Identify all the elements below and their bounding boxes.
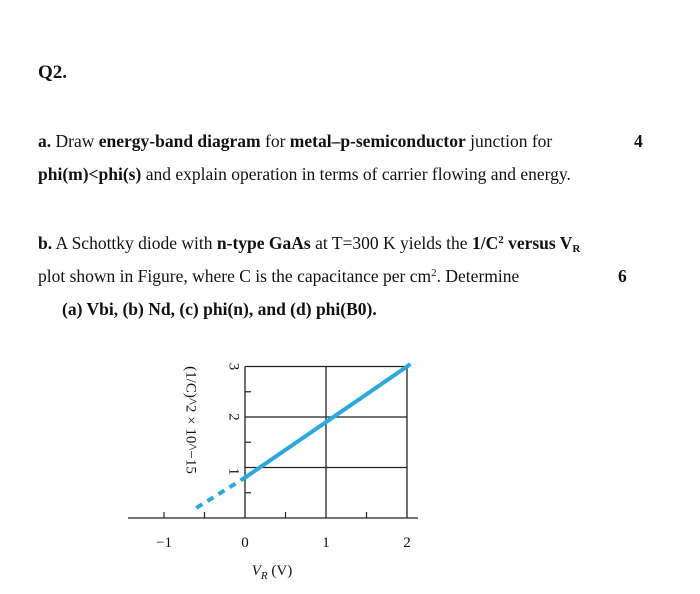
chart-labels [156, 363, 411, 582]
series-line-extension [407, 364, 410, 367]
part-b-sup-1: 2 [498, 234, 504, 246]
part-b-bold-1: n-type GaAs [216, 233, 311, 253]
part-b-text-1: A Schottky diode with [52, 233, 217, 253]
chart-grid [245, 367, 407, 519]
part-b-marks: 6 [618, 266, 627, 286]
x-tick-label-3: 2 [403, 535, 411, 551]
y-tick-label-1: 2 [225, 413, 242, 421]
part-b-bold-3: versus V [503, 233, 573, 253]
part-b-line-3: (a) Vbi, (b) Nd, (c) phi(n), and (d) phi(B0). [62, 299, 377, 319]
part-a-text-3: junction for [465, 131, 553, 151]
part-a-marks: 4 [634, 131, 643, 151]
part-b-label: b. [38, 233, 53, 253]
part-b-bold-2: 1/C [471, 233, 499, 253]
part-a-bold-2: metal–p-semiconductor [289, 131, 466, 151]
x-tick-label-0: −1 [156, 535, 172, 551]
chart-axes [128, 392, 418, 518]
y-tick-label-2: 3 [225, 362, 242, 371]
question-number: Q2. [38, 62, 68, 83]
part-b-text-4: . Determine [436, 266, 520, 286]
y-axis-label: (1/C)^2 × 10^−15 [182, 366, 199, 474]
y-tick-label-0: 1 [225, 467, 242, 476]
part-b-text-2: at T=300 K yields the [310, 233, 472, 253]
x-tick-label-1: 0 [241, 535, 249, 551]
series-line-extrapolation [196, 478, 245, 508]
part-a-condition: phi(m)<phi(s) [38, 164, 142, 184]
part-a-bold-1: energy-band diagram [98, 131, 261, 151]
x-axis-label: $V_R$ (V) [251, 563, 293, 582]
part-a-text-4: and explain operation in terms of carrier flowing and energy. [141, 164, 571, 184]
chart-series [196, 364, 410, 508]
part-a-text-1: Draw [51, 131, 99, 151]
part-a-text-2: for [260, 131, 290, 151]
part-b-sup-2: 2 [431, 267, 437, 279]
part-b-sub-1: R [572, 243, 581, 255]
x-tick-label-2: 1 [322, 535, 330, 551]
part-b-text-3: plot shown in Figure, where C is the capacitance per cm [38, 266, 432, 286]
part-a-label: a. [38, 131, 52, 151]
